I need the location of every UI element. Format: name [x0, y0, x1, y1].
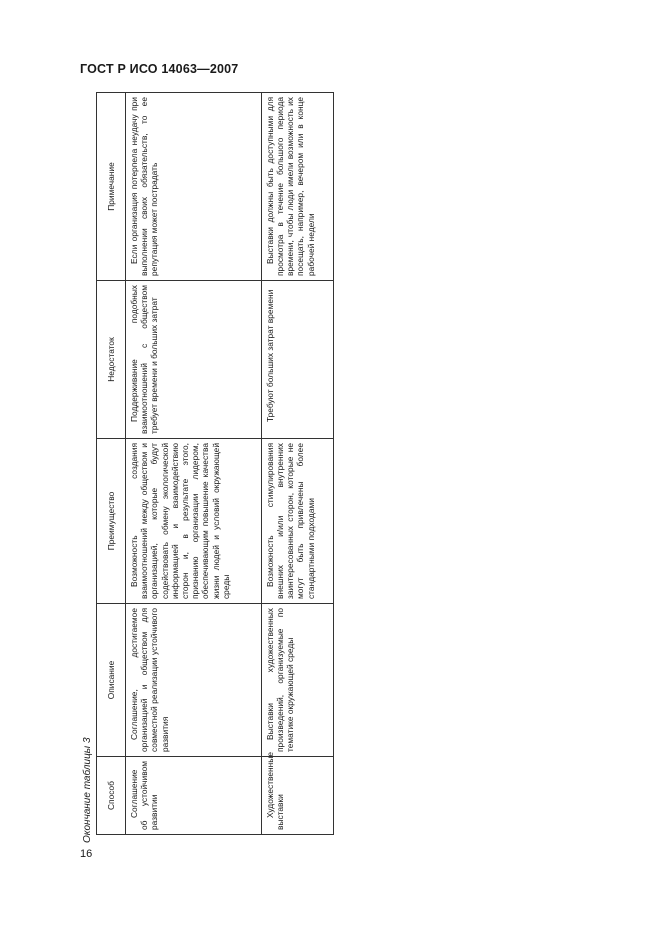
cell-advantage: Возможность стимулирования внешних и/или внутренних заинтересованных сторон, которые не могут быть привлечены более стандартными подходами [261, 439, 333, 604]
table-header-row [97, 93, 126, 835]
cell-method: Соглашение об устойчивом развитии [126, 757, 262, 835]
cell-method: Художественные выставки [261, 757, 333, 835]
column-header-note: Примечание [97, 93, 126, 281]
document-header: ГОСТ Р ИСО 14063—2007 [80, 62, 239, 76]
cell-note: Если организация потерпела неудачу при выполнении своих обязательств, то ее репутация может пострадать [126, 93, 262, 281]
table-row [126, 93, 262, 835]
cell-description: Выставки художественных произведений, организуемые по тематике окружающей среды [261, 604, 333, 757]
column-header-advantage: Преимущество [97, 439, 126, 604]
cell-disadvantage: Требуют больших затрат времени [261, 281, 333, 439]
rotated-table-area [80, 93, 334, 843]
column-header-disadvantage: Недостаток [97, 281, 126, 439]
cell-description: Соглашение, достигаемое организацией и обществом для совместной реализации устойчивого развития [126, 604, 262, 757]
table-caption: Окончание таблицы 3 [82, 737, 93, 843]
cell-advantage: Возможность создания взаимоотношений между обществом и организацией, которые будут содействовать обмену экологической информацией и взаимодействию сторон и, в результате этого, признанию организации лидером, обеспечивающим повышение качества жизни людей и условий окружающей среды [126, 439, 262, 604]
table-row [261, 93, 333, 835]
cell-note: Выставки должны быть доступными для просмотра в течение большого периода времени, чтобы люди имели возможность их посещать, например, вечером или в конце рабочей недели [261, 93, 333, 281]
column-header-description: Описание [97, 604, 126, 757]
table-3 [96, 92, 334, 835]
column-header-method: Способ [97, 757, 126, 835]
page-number: 16 [80, 848, 93, 860]
cell-disadvantage: Поддерживание подобных взаимоотношений с обществом требует времени и больших затрат [126, 281, 262, 439]
